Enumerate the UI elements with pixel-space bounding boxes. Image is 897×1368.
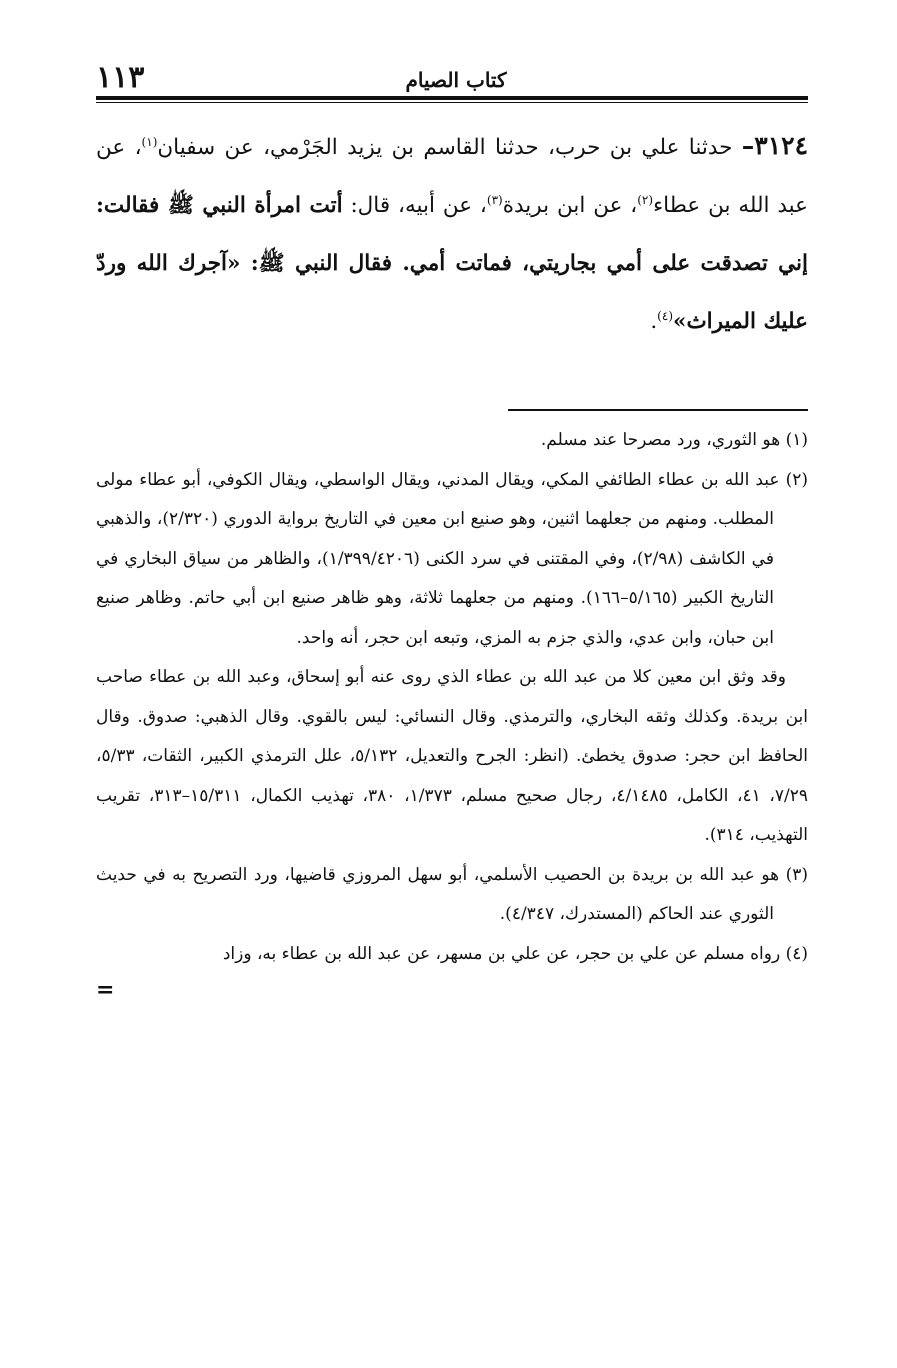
book-page — [96, 58, 808, 1002]
footnote-ref-4: (٤) — [657, 308, 673, 323]
footnotes — [96, 421, 808, 1002]
footnote-3: (٣) هو عبد الله بن بريدة بن الحصيب الأسلمي، أبو سهل المروزي قاضيها، ورد التصريح به في حديث الثوري عند الحاكم (المستدرك، ٤/٣٤٧). — [96, 864, 808, 924]
footnote-4: (٤) رواه مسلم عن علي بن حجر، عن علي بن مسهر، عن عبد الله بن عطاء به، وزاد — [222, 943, 808, 964]
footnote-ref-1: (١) — [141, 134, 158, 149]
hadith-end: . — [650, 309, 658, 334]
isnad-part-1: حدثنا علي بن حرب، حدثنا القاسم بن يزيد الجَرْمي، عن سفيان — [157, 135, 742, 160]
prophet-quote: «آجرك الله وردّ عليك الميراث» — [96, 251, 808, 334]
isnad-part-2: ، عن عبد الله بن عطاء — [96, 135, 808, 218]
running-title: كتاب الصيام — [405, 68, 507, 92]
header-rule-thick — [96, 96, 808, 100]
hadith-dash: – — [741, 131, 755, 160]
page-number: ١١٣ — [96, 60, 145, 95]
matn-text: أتت امرأة النبي ﷺ فقالت: إني تصدقت على أمي بجاريتي، فماتت أمي. فقال النبي ﷺ: — [96, 193, 809, 276]
page-header — [96, 58, 808, 96]
footnote-separator — [508, 409, 808, 411]
isnad-part-4: ، عن أبيه، قال: — [342, 193, 487, 218]
footnote-2: (٢) عبد الله بن عطاء الطائفي المكي، ويقال المدني، ويقال الواسطي، ويقال الكوفي، أبو عطاء مولى المطلب. ومنهم من جعلهما اثنين، وهو صنيع ابن معين في التاريخ برواية الدوري (٢/٣٢٠)، والذهبي في الكاشف (٢/٩٨)، وفي المقتنى في سرد الكنى (١/٣٩٩/٤٢٠٦)، والظاهر من سياق البخاري في التاريخ الكبير (٥/١٦٥–١٦٦). ومنهم من جعلهما ثلاثة، وهو ظاهر صنيع ابن أبي حاتم. وظاهر صنيع ابن حبان، وابن عدي، والذي جزم به المزي، وتبعه ابن حجر، أنه واحد. — [96, 469, 808, 648]
footnote-ref-3: (٣) — [486, 192, 503, 207]
footnote-1: (١) هو الثوري، ورد مصرحا عند مسلم. — [540, 430, 808, 450]
hadith-text — [96, 117, 808, 351]
isnad-part-3: ، عن ابن بريدة — [502, 193, 638, 218]
header-rule-thin — [96, 102, 808, 103]
footnote-ref-2: (٢) — [637, 192, 654, 207]
continued-mark: = — [96, 977, 115, 1003]
hadith-number: ٣١٢٤ — [754, 131, 809, 160]
footnote-2-continuation: وقد وثق ابن معين كلا من عبد الله بن عطاء الذي روى عنه أبو إسحاق، وعبد الله بن عطاء صاحب ابن بريدة. وكذلك وثقه البخاري، والترمذي. وقال النسائي: ليس بالقوي. وقال الذهبي: صدوق. وقال الحافظ ابن حجر: صدوق يخطئ. (انظر: الجرح والتعديل، ٥/١٣٢، علل الترمذي الكبير، الثقات، ٥/٣٣، ٧/٢٩، ٤١، الكامل، ٤/١٤٨٥، رجال صحيح مسلم، ١/٣٧٣، ٣٨٠، تهذيب الكمال، ١٥/٣١١–٣١٣، تقريب التهذيب، ٣١٤). — [96, 667, 809, 845]
